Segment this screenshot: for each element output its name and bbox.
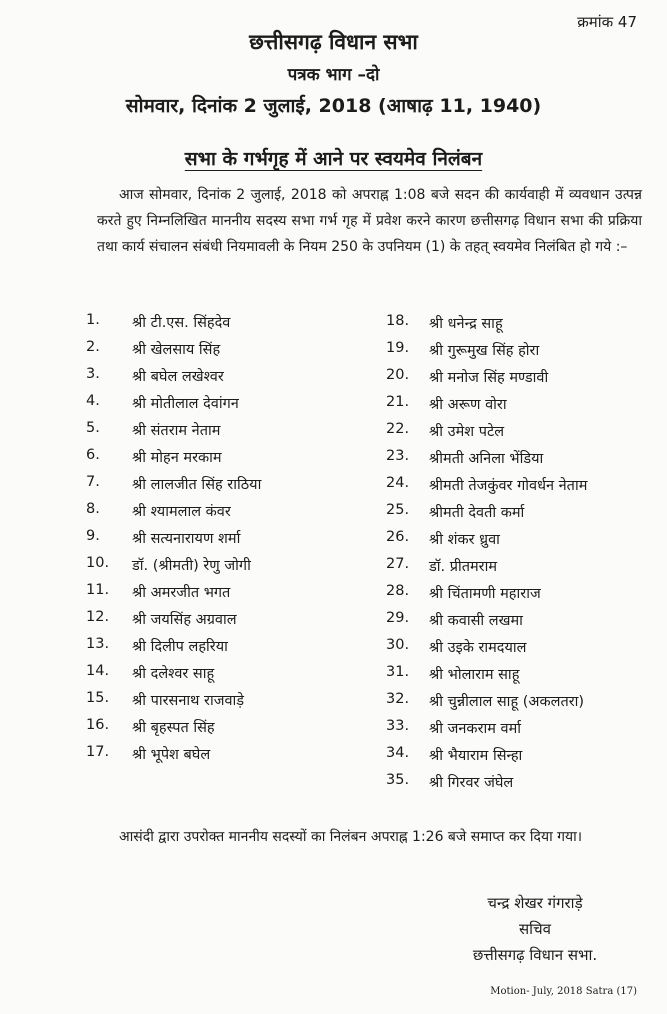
member-name: श्री बघेल लखेश्वर [132, 369, 224, 385]
member-number: 3. [86, 366, 100, 382]
member-number: 34. [386, 745, 410, 761]
member-number: 22. [386, 421, 410, 437]
member-number: 28. [386, 583, 410, 599]
member-item [386, 502, 656, 529]
member-item [86, 393, 366, 420]
member-item [86, 366, 366, 393]
member-number: 1. [86, 312, 100, 328]
member-number: 17. [86, 744, 110, 760]
member-name: श्री उइके रामदयाल [429, 640, 527, 656]
member-number: 24. [386, 475, 410, 491]
member-item [386, 772, 656, 799]
member-name: डॉ. प्रीतमराम [429, 559, 498, 575]
member-item [386, 637, 656, 664]
member-item [86, 339, 366, 366]
signatory-office: छत्तीसगढ़ विधान सभा. [472, 946, 598, 964]
member-name: श्री उमेश पटेल [429, 424, 505, 440]
member-item [386, 367, 656, 394]
member-name: श्री चुन्नीलाल साहू (अकलतरा) [429, 694, 585, 710]
signatory-designation: सचिव [519, 920, 551, 938]
member-name: श्री शंकर ध्रुवा [429, 532, 500, 548]
member-item [86, 609, 366, 636]
member-item [86, 717, 366, 744]
member-name: श्री भूपेश बघेल [132, 747, 211, 763]
member-name: श्री मोतीलाल देवांगन [132, 396, 239, 412]
member-number: 2. [86, 339, 100, 355]
member-item [86, 528, 366, 555]
member-number: 11. [86, 582, 110, 598]
member-item [86, 312, 366, 339]
member-number: 8. [86, 501, 100, 517]
member-item [386, 583, 656, 610]
member-item [86, 744, 366, 771]
member-item [86, 690, 366, 717]
member-name: श्री मोहन मरकाम [132, 450, 222, 466]
member-item [386, 718, 656, 745]
member-number: 33. [386, 718, 410, 734]
member-item [386, 664, 656, 691]
member-name: श्री जनकराम वर्मा [429, 721, 522, 737]
member-name: श्री भैयाराम सिन्हा [429, 748, 523, 764]
member-name: श्रीमती देवती कर्मा [429, 505, 525, 521]
signatory-name: चन्द्र शेखर गंगराड़े [487, 894, 583, 912]
bulletin-part: पत्रक भाग –दो [287, 65, 380, 85]
member-number: 18. [386, 313, 410, 329]
member-item [386, 691, 656, 718]
member-item [86, 663, 366, 690]
member-name: श्री अरूण वोरा [429, 397, 507, 413]
date-line: सोमवार, दिनांक 2 जुलाई, 2018 (आषाढ़ 11, 1940) [125, 95, 542, 117]
member-name: श्री गुरूमुख सिंह होरा [429, 343, 540, 359]
member-item [86, 420, 366, 447]
member-number: 16. [86, 717, 110, 733]
member-number: 7. [86, 474, 100, 490]
member-number: 32. [386, 691, 410, 707]
member-name: श्री पारसनाथ राजवाड़े [132, 693, 245, 709]
member-name: श्री गिरवर जंघेल [429, 775, 514, 791]
member-item [386, 421, 656, 448]
serial-number: क्रमांक 47 [577, 13, 637, 31]
member-number: 10. [86, 555, 110, 571]
member-item [386, 313, 656, 340]
member-number: 12. [86, 609, 110, 625]
member-item [386, 556, 656, 583]
member-name: श्री सत्यनारायण शर्मा [132, 531, 241, 547]
member-item [86, 582, 366, 609]
member-number: 25. [386, 502, 410, 518]
member-item [386, 475, 656, 502]
member-name: श्री टी.एस. सिंहदेव [132, 315, 231, 331]
member-number: 23. [386, 448, 410, 464]
members-list-right [386, 313, 656, 799]
member-number: 19. [386, 340, 410, 356]
member-item [386, 745, 656, 772]
member-name: श्री मनोज सिंह मण्डावी [429, 370, 549, 386]
member-item [86, 555, 366, 582]
subject-heading: सभा के गर्भगृह में आने पर स्वयमेव निलंबन [184, 148, 483, 170]
member-item [386, 448, 656, 475]
member-number: 15. [86, 690, 110, 706]
member-number: 31. [386, 664, 410, 680]
member-name: श्री दिलीप लहरिया [132, 639, 228, 655]
member-item [386, 394, 656, 421]
member-name: श्री अमरजीत भगत [132, 585, 231, 601]
member-number: 5. [86, 420, 100, 436]
assembly-title: छत्तीसगढ़ विधान सभा [249, 30, 418, 54]
member-number: 29. [386, 610, 410, 626]
member-name: श्रीमती तेजकुंवर गोवर्धन नेताम [429, 478, 588, 494]
member-item [86, 474, 366, 501]
member-item [86, 501, 366, 528]
member-name: श्री श्यामलाल कंवर [132, 504, 231, 520]
member-name: श्री चिंतामणी महाराज [429, 586, 541, 602]
page-footer: Motion- July, 2018 Satra (17) [490, 986, 637, 997]
member-number: 4. [86, 393, 100, 409]
members-list-left [86, 312, 366, 771]
member-name: श्री संतराम नेताम [132, 423, 221, 439]
intro-paragraph: आज सोमवार, दिनांक 2 जुलाई, 2018 को अपराह्न 1:08 बजे सदन की कार्यवाही में व्यवधान उत्पन्न करते हुए निम्नलिखित माननीय सदस्य सभा गर्भ गृह में प्रवेश करने कारण छत्तीसगढ़ विधान सभा की प्रक्रिया तथा कार्य संचालन संबंधी नियमावली के नियम 250 के उपनियम (1) के तहत् स्वयमेव निलंबित हो गये :– [97, 187, 642, 255]
member-name: श्री धनेन्द्र साहू [429, 316, 503, 332]
member-name: श्री लालजीत सिंह राठिया [132, 477, 262, 493]
member-number: 30. [386, 637, 410, 653]
member-name: डॉ. (श्रीमती) रेणु जोगी [132, 558, 251, 574]
member-number: 13. [86, 636, 110, 652]
member-name: श्रीमती अनिला भेंडिया [429, 451, 544, 467]
member-item [86, 447, 366, 474]
member-item [386, 340, 656, 367]
member-number: 14. [86, 663, 110, 679]
closing-paragraph: आसंदी द्वारा उपरोक्त माननीय सदस्यों का निलंबन अपराह्न 1:26 बजे समाप्त कर दिया गया। [119, 829, 583, 845]
member-number: 9. [86, 528, 100, 544]
member-name: श्री दलेश्वर साहू [132, 666, 215, 682]
member-number: 27. [386, 556, 410, 572]
member-item [86, 636, 366, 663]
member-number: 26. [386, 529, 410, 545]
member-number: 6. [86, 447, 100, 463]
member-name: श्री भोलाराम साहू [429, 667, 520, 683]
member-item [386, 610, 656, 637]
member-number: 21. [386, 394, 410, 410]
member-item [386, 529, 656, 556]
member-number: 20. [386, 367, 410, 383]
member-name: श्री खेलसाय सिंह [132, 342, 221, 358]
member-name: श्री कवासी लखमा [429, 613, 523, 629]
member-number: 35. [386, 772, 410, 788]
member-name: श्री जयसिंह अग्रवाल [132, 612, 237, 628]
member-name: श्री बृहस्पत सिंह [132, 720, 215, 736]
